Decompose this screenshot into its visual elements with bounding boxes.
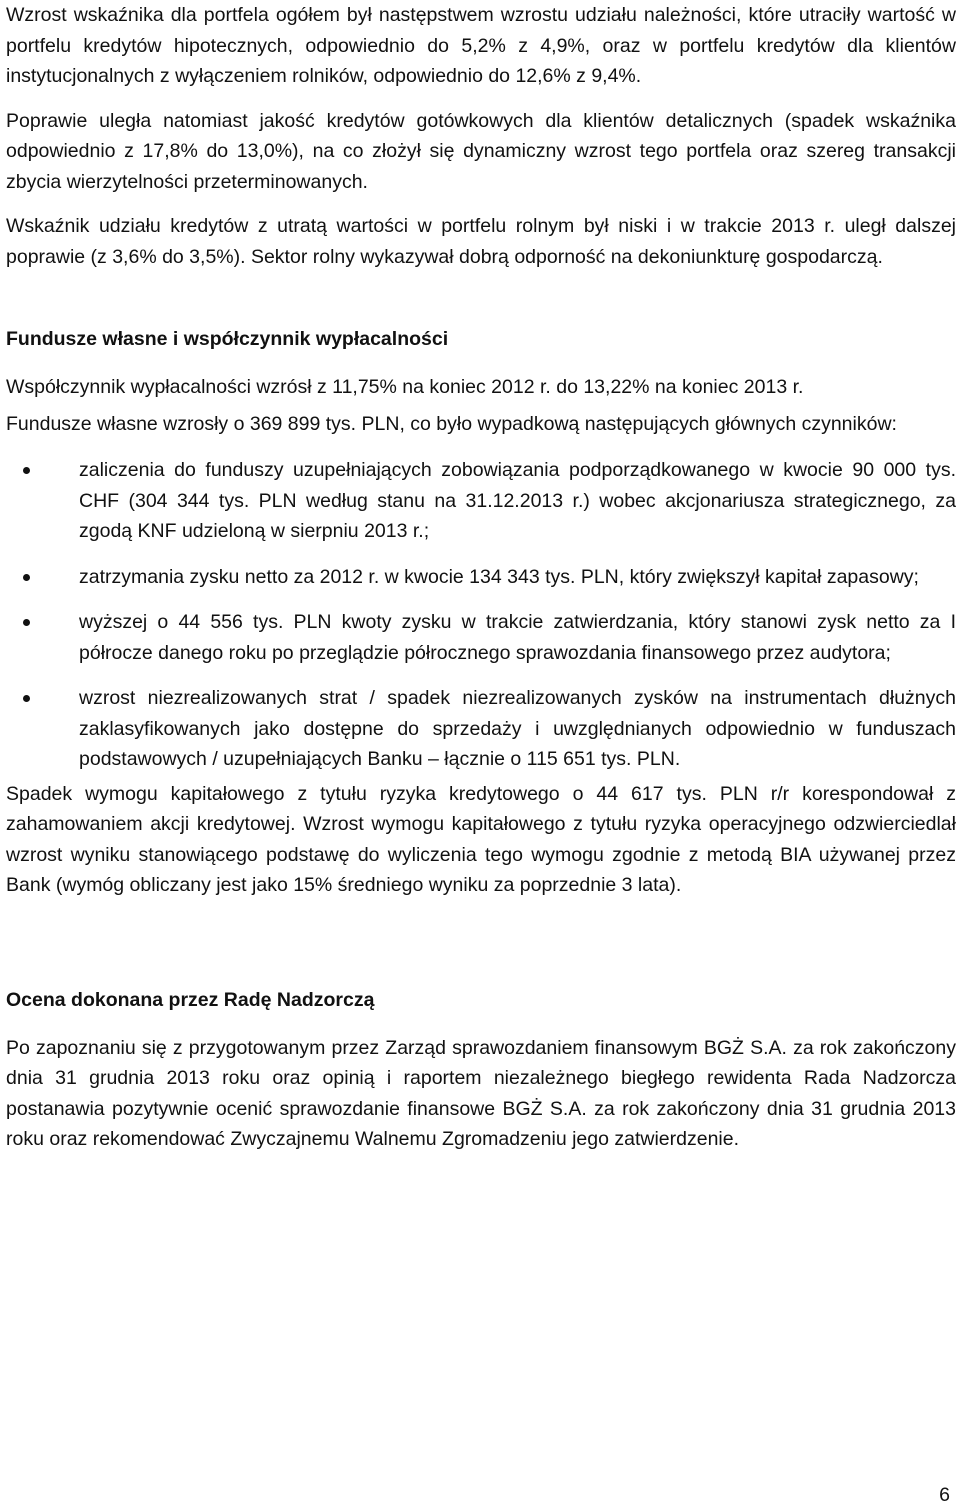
list-item xyxy=(6,683,956,775)
list-item xyxy=(6,455,956,547)
paragraph-board-assessment: Po zapoznaniu się z przygotowanym przez Zarząd sprawozdaniem finansowym BGŻ S.A. za rok zakończony dnia 31 grudnia 2013 roku oraz opinią i raportem niezależnego biegłego rewidenta Rada Nadzorcza postanawia pozytywnie ocenić sprawozdanie finansowe BGŻ S.A. za rok zakończony dnia 31 grudnia 2013 roku oraz rekomendować Zwyczajnemu Walnemu Zgromadzeniu jego zatwierdzenie. xyxy=(6,1036,956,1150)
factors-list xyxy=(6,455,956,775)
paragraph-capital-requirement: Spadek wymogu kapitałowego z tytułu ryzyka kredytowego o 44 617 tys. PLN r/r korespondował z zahamowaniem akcji kredytowej. Wzrost wymogu kapitałowego z tytułu ryzyka operacyjnego odzwierciedlał wzrost wyniku stanowiącego podstawę do wyliczenia tego wymogu zgodnie z metodą BIA używanej przez Bank (wymóg obliczany jest jako 15% średniego wyniku za poprzednie 3 lata). xyxy=(6,782,956,896)
list-item-text: zatrzymania zysku netto za 2012 r. w kwocie 134 343 tys. PLN, który zwiększył kapitał zapasowy; xyxy=(79,565,919,588)
document-page xyxy=(6,0,956,1155)
paragraph-cash-loans: Poprawie uległa natomiast jakość kredytów gotówkowych dla klientów detalicznych (spadek wskaźnika odpowiednio z 17,8% do 13,0%), na co złożył się dynamiczny wzrost tego portfela oraz szereg transakcji zbycia wierzytelności przeterminowanych. xyxy=(6,109,956,193)
list-item-text: wzrost niezrealizowanych strat / spadek niezrealizowanych zysków na instrumentach dłużnych zaklasyfikowanych jako dostępne do sprzedaży i uwzględnianych odpowiednio w funduszach podstawowych / uzupełniających Banku – łącznie o 115 651 tys. PLN. xyxy=(79,687,956,770)
section-heading-supervisory-board: Ocena dokonana przez Radę Nadzorczą xyxy=(6,988,375,1011)
paragraph-own-funds: Fundusze własne wzrosły o 369 899 tys. PLN, co było wypadkową następujących głównych czynników: xyxy=(6,412,897,435)
list-item-text: zaliczenia do funduszy uzupełniających zobowiązania podporządkowanego w kwocie 90 000 tys. CHF (304 344 tys. PLN według stanu na 31.12.2013 r.) wobec akcjonariusza strategicznego, za zgodą KNF udzieloną w sierpniu 2013 r.; xyxy=(79,459,956,542)
list-item xyxy=(6,562,956,593)
section-heading-own-funds: Fundusze własne i współczynnik wypłacalności xyxy=(6,328,449,350)
paragraph-portfolio-indicator: Wzrost wskaźnika dla portfela ogółem był następstwem wzrostu udziału należności, które utraciły wartość w portfelu kredytów hipotecznych, odpowiednio do 5,2% z 4,9%, oraz w portfelu kredytów dla klientów instytucjonalnych z wyłączeniem rolników, odpowiednio do 12,6% z 9,4%. xyxy=(6,4,956,87)
page-number: 6 xyxy=(939,1484,950,1506)
list-item xyxy=(6,607,956,668)
list-item-text: wyższej o 44 556 tys. PLN kwoty zysku w trakcie zatwierdzania, który stanowi zysk netto za I półrocze danego roku po przeglądzie półrocznego sprawozdania finansowego przez audytora; xyxy=(79,611,956,664)
bullet-icon xyxy=(23,695,30,702)
bullet-icon xyxy=(23,619,30,626)
paragraph-solvency-ratio: Współczynnik wypłacalności wzrósł z 11,75% na koniec 2012 r. do 13,22% na koniec 2013 r. xyxy=(6,376,804,398)
paragraph-agricultural: Wskaźnik udziału kredytów z utratą wartości w portfelu rolnym był niski i w trakcie 2013 r. uległ dalszej poprawie (z 3,6% do 3,5%). Sektor rolny wykazywał dobrą odporność na dekoniunkturę gospodarczą. xyxy=(6,215,956,268)
bullet-icon xyxy=(23,467,30,474)
bullet-icon xyxy=(23,574,30,581)
